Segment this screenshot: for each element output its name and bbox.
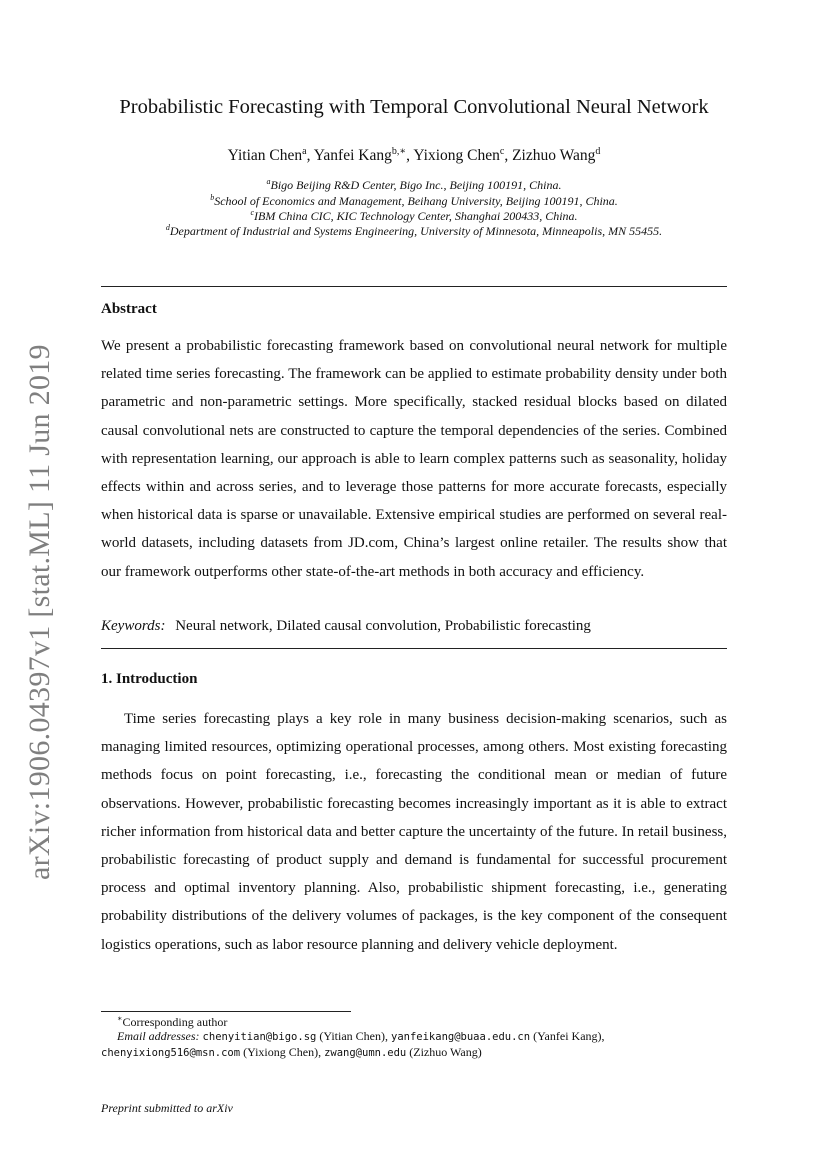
abstract-top-rule [101, 286, 727, 287]
email-link[interactable]: zwang@umn.edu [324, 1047, 407, 1059]
abstract-heading: Abstract [101, 301, 157, 317]
email-link[interactable]: yanfeikang@buaa.edu.cn [391, 1031, 531, 1043]
affiliation-mark: a [266, 177, 271, 186]
author-name: Yanfei Kang [313, 147, 392, 165]
affiliation-mark: b [210, 193, 215, 202]
email-owner: (Yanfei Kang), [533, 1029, 605, 1043]
email-owner: (Yixiong Chen), [243, 1045, 322, 1059]
keywords [101, 618, 591, 635]
author-mark: a [302, 146, 307, 157]
footnote-rule [101, 1011, 351, 1012]
footnote-emails-line-1 [101, 1029, 743, 1044]
affiliation-text: IBM China CIC, KIC Technology Center, Shanghai 200433, China. [254, 209, 578, 223]
email-owner: (Zizhuo Wang) [409, 1045, 482, 1059]
affiliation-mark: c [250, 208, 254, 217]
affiliation-mark: d [165, 223, 170, 232]
affiliation [101, 208, 727, 224]
affiliation [101, 223, 727, 239]
author-name: Yixiong Chen [413, 147, 500, 165]
introduction-paragraph: Time series forecasting plays a key role in many business decision-making scenarios, such as managing limited resources, optimizing operational processes, among others. Most existing forecasting methods focus on point forecasting, i.e., forecasting the conditional mean or median of future observations. However, probabilistic forecasting becomes increasingly important as it is able to extract richer information from historical data and better capture the uncertainty of the future. In retail business, probabilistic forecasting of product supply and demand is fundamental for successful procurement process and optimal inventory planning. Also, probabilistic shipment forecasting, i.e., generating probability distributions of the delivery volumes of packages, is the key component of the consequent logistics operations, such as labor resource planning and delivery vehicle deployment. [101, 711, 728, 953]
arxiv-identifier: arXiv:1906.04397v1 [stat.ML] 11 Jun 2019 [23, 344, 56, 881]
corresponding-author-text: Corresponding author [122, 1015, 228, 1029]
email-label: Email addresses: [117, 1029, 200, 1043]
email-owner: (Yitian Chen), [319, 1029, 388, 1043]
author-mark: c [499, 146, 505, 157]
author-list: Yitian Chen$^a$, Yanfei Kang$^{b,∗}$, Yixiong Chen$^c$, Zizhuo Wang$^d$ [227, 146, 601, 165]
abstract-bottom-rule [101, 648, 727, 649]
author-mark: b,∗ [391, 146, 407, 157]
author-name: Zizhuo Wang [512, 147, 596, 165]
footnote-emails-line-2 [101, 1045, 727, 1060]
footnote-corresponding [101, 1014, 743, 1030]
affiliation [101, 193, 727, 209]
keywords-text: Neural network, Dilated causal convolution, Probabilistic forecasting [175, 618, 591, 634]
affiliation-text: Bigo Beijing R&D Center, Bigo Inc., Beijing 100191, China. [270, 178, 562, 192]
affiliation [101, 177, 727, 193]
paper-title: Probabilistic Forecasting with Temporal Convolutional Neural Network [119, 96, 709, 118]
footnote-mark: ∗ [117, 1014, 123, 1023]
preprint-note: Preprint submitted to arXiv [101, 1101, 233, 1115]
author-mark: d [595, 146, 601, 157]
keywords-label: Keywords: [101, 618, 166, 634]
email-link[interactable]: chenyitian@bigo.sg [202, 1031, 317, 1043]
section-heading-introduction: 1. Introduction [101, 671, 198, 687]
abstract-text: We present a probabilistic forecasting framework based on convolutional neural network for multiple related time series forecasting. The framework can be applied to estimate probability density under both parametric and non-parametric settings. More specifically, stacked residual blocks based on dilated causal convolutional nets are constructed to capture the temporal dependencies of the series. Combined with representation learning, our approach is able to learn complex patterns such as seasonality, holiday effects within and across series, and to leverage those patterns for more accurate forecasts, especially when historical data is sparse or unavailable. Extensive empirical studies are performed on several real-world datasets, including datasets from JD.com, China’s largest online retailer. The results show that our framework outperforms other state-of-the-art methods in both accuracy and efficiency. [101, 338, 727, 580]
affiliation-text: School of Economics and Management, Beihang University, Beijing 100191, China. [214, 194, 618, 208]
email-link[interactable]: chenyixiong516@msn.com [101, 1047, 241, 1059]
affiliation-text: Department of Industrial and Systems Engineering, University of Minnesota, Minneapolis, MN 55455. [169, 224, 663, 238]
author-name: Yitian Chen [227, 147, 303, 165]
